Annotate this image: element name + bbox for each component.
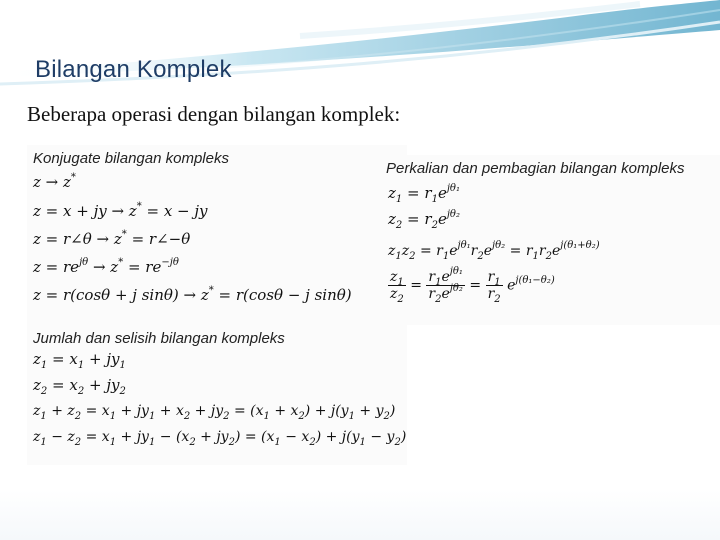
- conjugate-equation-5: z = r(cosθ + j sinθ) → z* = r(cosθ − j sinθ): [33, 285, 352, 304]
- conjugate-equation-2: z = x + jy → z* = x − jy: [33, 201, 208, 220]
- conjugate-equation-3: z = r∠θ → z* = r∠−θ: [33, 229, 191, 248]
- sum-heading: Jumlah dan selisih bilangan kompleks: [33, 330, 285, 347]
- slide-footer-shade: [0, 490, 720, 540]
- sum-equation-2: $z_2 = x_2 + jy_2$: [33, 376, 126, 397]
- conjugate-equation-1: z → z*: [33, 172, 76, 191]
- sum-equation-4: $z_1 - z_2 = x_1 + jy_1 - (x_2 + jy_2) = (x_1 - x_2) + j(y_1 - y_2)$: [33, 429, 407, 448]
- product-equation-1: $z_1 = r_1e^{j\theta_1}$: [388, 183, 460, 205]
- slide-subtitle: Beberapa operasi dengan bilangan komplek:: [27, 102, 401, 126]
- product-equation-3: $z_1z_2 = r_1e^{j\theta_1}r_2e^{j\theta_2} = r_1r_2e^{j(\theta_1+\theta_2)}$: [388, 240, 600, 262]
- sum-equation-3: $z_1 + z_2 = x_1 + jy_1 + x_2 + jy_2 = (x_1 + x_2) + j(y_1 + y_2)$: [33, 403, 396, 422]
- sum-equation-1: $z_1 = x_1 + jy_1$: [33, 350, 126, 371]
- product-heading: Perkalian dan pembagian bilangan kompleks: [386, 160, 685, 177]
- product-equation-4: $\frac{z_1}{z_2}$ = $\frac{r_1e^{j\theta_1}}{r_2e^{j\theta_2}}$ = $\frac{r_1}{r_2}$ $e^{j(\theta_1-\theta_2)}$: [390, 266, 555, 305]
- slide-title: Bilangan Komplek: [35, 56, 232, 83]
- product-equation-2: $z_2 = r_2e^{j\theta_2}$: [388, 209, 460, 231]
- conjugate-heading: Konjugate bilangan kompleks: [33, 150, 229, 167]
- conjugate-equation-4: $z = re^{j\theta} \to z^* = re^{-j\theta}$: [33, 257, 179, 276]
